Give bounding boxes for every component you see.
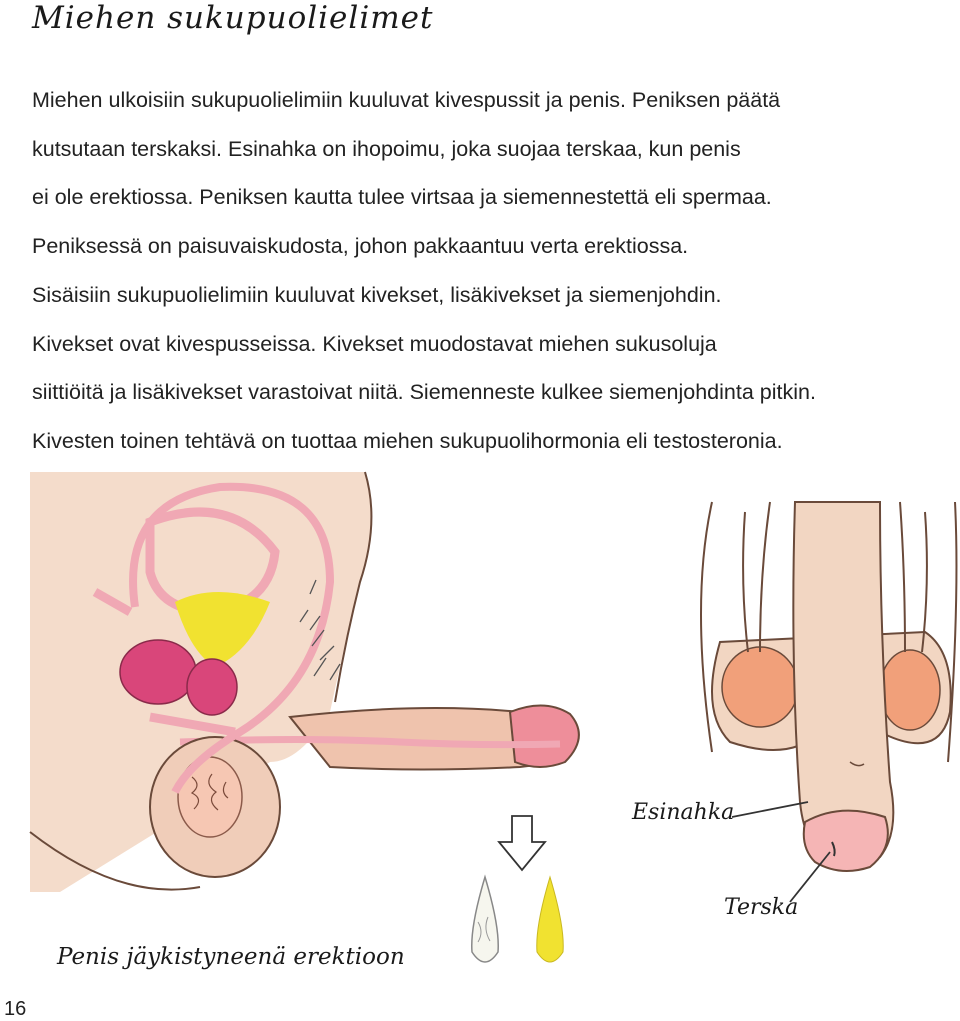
label-terska: Terska [724,895,799,920]
front-view-illustration [701,502,956,902]
paragraph-line: kutsutaan terskaksi. Esinahka on ihopoimu, joka suojaa terskaa, kun penis [32,136,741,161]
paragraph-line: siittiöitä ja lisäkivekset varastoivat niitä. Siemenneste kulkee siemenjohdinta pitkin. [32,380,816,405]
paragraph-line: Miehen ulkoisiin sukupuolielimiin kuuluvat kivespussit ja penis. Peniksen päätä [32,88,781,112]
body-paragraph [32,76,952,466]
side-view-illustration [30,472,579,962]
page-title: Miehen sukupuolielimet [32,0,434,36]
page-number: 16 [4,998,27,1020]
label-esinahka: Esinahka [632,800,735,825]
paragraph-line: ei ole erektiossa. Peniksen kautta tulee virtsaa ja siemennestettä eli spermaa. [32,185,772,210]
paragraph-line: Kivesten toinen tehtävä on tuottaa miehen sukupuolihormonia eli testosteronia. [32,428,783,453]
paragraph-line: Kivekset ovat kivespusseissa. Kivekset muodostavat miehen sukusoluja [32,331,717,356]
paragraph-line: Sisäisiin sukupuolielimiin kuuluvat kivekset, lisäkivekset ja siemenjohdin. [32,282,722,307]
paragraph-line: Peniksessä on paisuvaiskudosta, johon pakkaantuu verta erektiossa. [32,234,689,259]
illustration-caption: Penis jäykistyneenä erektioon [57,944,405,970]
anatomy-illustration [0,462,960,1002]
